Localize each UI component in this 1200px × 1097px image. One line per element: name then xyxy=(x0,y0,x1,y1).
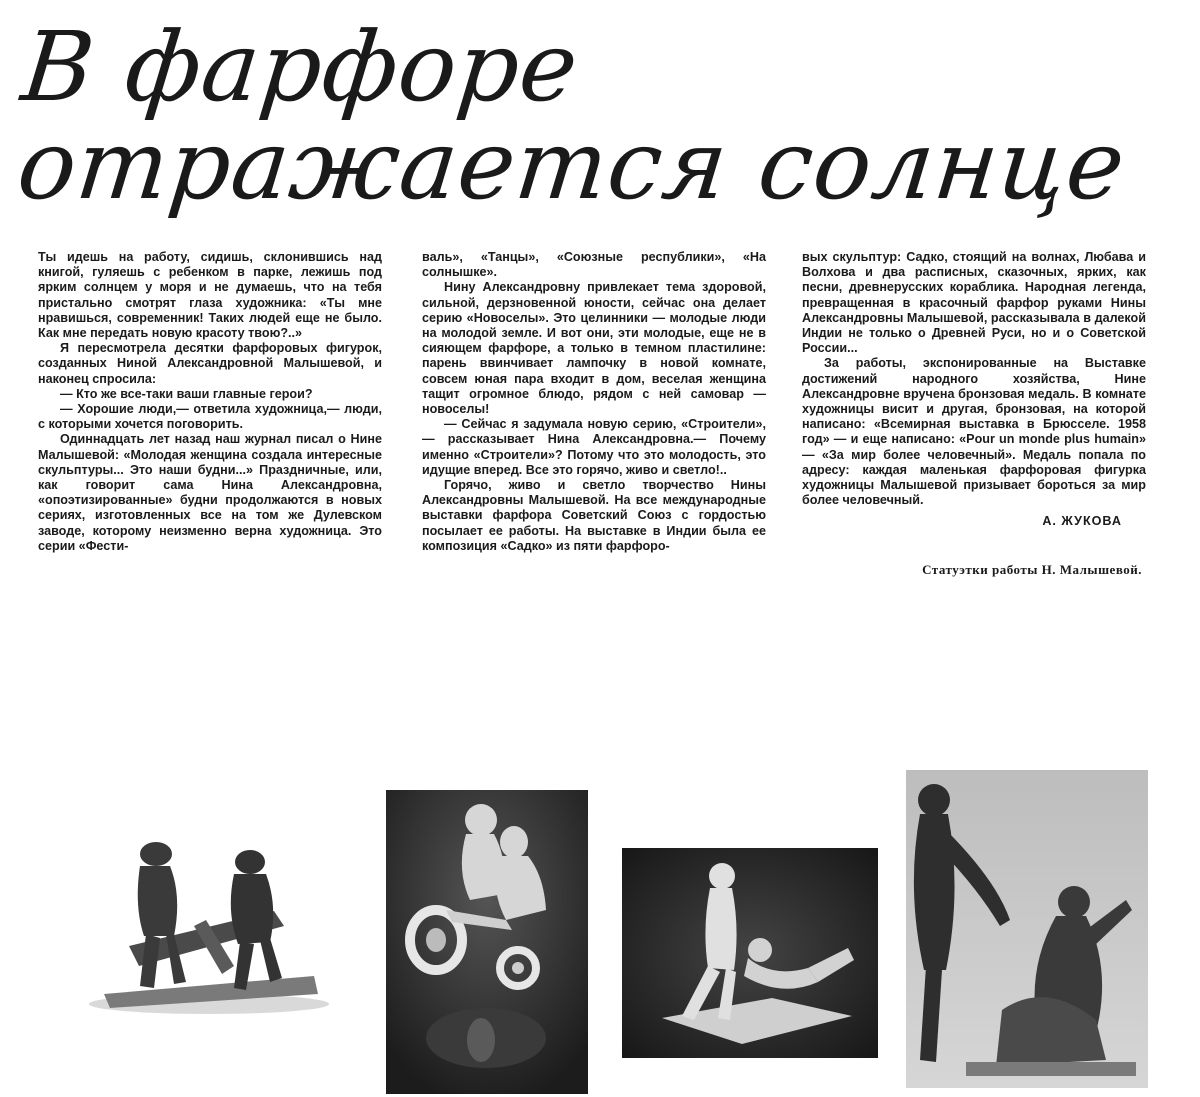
photo-statuette-tricycle xyxy=(386,790,588,1094)
paragraph: — Кто же все-таки ваши главные герои? xyxy=(60,386,313,401)
paragraph: Ты идешь на работу, сидишь, склонившись над книгой, гуляешь с ребенком в парке, лежишь под ярким солнцем у моря и не думаешь, что на тебя пристально смотрят глаза художника: «Ты мне нравишься, современник! Таких людей еще не было. Как мне передать новую красоту твою?..» xyxy=(38,250,382,341)
photo-statuette-dancers xyxy=(906,770,1148,1088)
photo-statuette-sunbathers xyxy=(622,848,878,1058)
article-column-2 xyxy=(422,250,766,554)
statuette-photo-icon xyxy=(622,848,878,1058)
paragraph: Я пересмотрела десятки фарфоровых фигурок, созданных Ниной Александровной Малышевой, и наконец спросила: xyxy=(38,341,382,386)
headline-line-1: В фарфоре xyxy=(16,11,584,123)
article-column-3 xyxy=(802,250,1146,577)
paragraph: Горячо, живо и светло творчество Нины Александровны Малышевой. На все международные выставки фарфора Советский Союз с гордостью посылает ее работы. На выставке в Индии была ее композиция «Садко» из пяти фарфоро- xyxy=(422,478,766,553)
paragraph: валь», «Танцы», «Союзные республики», «На солнышке». xyxy=(422,250,766,280)
author-signature: А. ЖУКОВА xyxy=(1042,514,1122,529)
photo-caption: Статуэтки работы Н. Малышевой. xyxy=(922,561,1142,577)
statuette-photo-icon xyxy=(906,770,1148,1088)
paragraph: — Хорошие люди,— ответила художница,— люди, с которыми хочется поговорить. xyxy=(38,402,382,432)
paragraph: — Сейчас я задумала новую серию, «Строители»,— рассказывает Нина Александровна.— Почему именно «Строители»? Потому что это молодость, это идущие вперед. Все это горячо, живо и светло!.. xyxy=(422,417,766,477)
paragraph: За работы, экспонированные на Выставке достижений народного хозяйства, Нине Александровне вручена бронзовая медаль. В комнате художницы висит и другая, бронзовая, на которой написано: «Всемирная выставка в Брюсселе. 1958 год» — и еще написано: «Pour un monde plus humain» — «За мир более человечный». Медаль попала по адресу: каждая маленькая фарфоровая фигурка художницы Малышевой призывает бороться за мир более человечный. xyxy=(802,356,1146,508)
headline xyxy=(7,11,1178,221)
photo-statuette-two-boys xyxy=(74,826,340,1022)
paragraph: вых скульптур: Садко, стоящий на волнах, Любава и Волхова и два расписных, сказочных, ярких, как песни, древнерусских кораблика. Народная легенда, превращенная в красочный фарфор руками Нины Александровны Малышевой, рассказывала в далекой Индии не только о Древней Руси, но и о Советской России... xyxy=(802,250,1146,356)
statuette-photo-icon xyxy=(386,790,588,1094)
article-column-1 xyxy=(38,250,382,554)
paragraph: Нину Александровну привлекает тема здоровой, сильной, дерзновенной юности, сейчас она делает серию «Новоселы». Это целинники — молодые люди на молодой земле. И вот они, эти молодые, еще не в сияющем фарфоре, а только в темном пластилине: парень ввинчивает лампочку в новой комнате, совсем юная пара входит в дом, веселая женщина тащит огромное блюдо, рядом с ней самовар — новоселы! xyxy=(422,280,766,417)
paragraph: Одиннадцать лет назад наш журнал писал о Нине Малышевой: «Молодая женщина создала интересные скульптуры... Это наши будни...» Праздничные, или, как говорит сама Нина Александровна, «опоэтизированные» будни продолжаются в новых сериях, изготовленных все на том же Дулевском заводе, которому неизменно верна художница. Это серии «Фести- xyxy=(38,432,382,553)
headline-line-2: отражается солнце xyxy=(12,109,1131,221)
statuette-photo-icon xyxy=(74,826,340,1022)
